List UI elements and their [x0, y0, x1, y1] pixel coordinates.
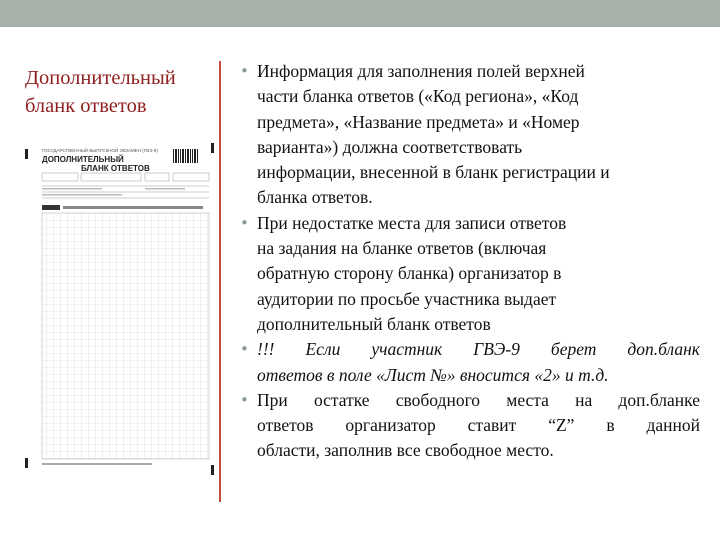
title-line-2: бланк ответов — [25, 95, 147, 117]
bullet-line: аудитории по просьбе участника выдает — [257, 288, 557, 309]
bullet-line: ответов в поле «Лист №» вносится «2» и т.д. — [257, 364, 609, 385]
answer-form-thumbnail — [25, 143, 216, 475]
form-footer-text — [42, 463, 152, 465]
slide-title — [25, 64, 210, 120]
form-header-text: ГОСУДАРСТВЕННЫЙ ВЫПУСКНОЙ ЭКЗАМЕН (ГВЭ-9) — [42, 148, 158, 153]
bullet-line: на задания на бланке ответов (включая — [257, 238, 547, 259]
vertical-divider — [219, 61, 221, 502]
barcode — [173, 149, 198, 163]
answer-grid — [42, 213, 209, 459]
title-line-1: Дополнительный — [25, 67, 176, 89]
bullet-dot: • — [240, 62, 249, 80]
bullet-line: ответов организатор ставит “Z” в данной — [257, 415, 700, 436]
form-bar — [63, 206, 203, 209]
bullet-dot: • — [240, 213, 249, 232]
bullet-line: !!! Если участник ГВЭ-9 берет доп.бланк — [257, 339, 700, 360]
bullet-line: Информация для заполнения полей верхней — [257, 61, 585, 81]
bullet-line: предмета», «Название предмета» и «Номер — [257, 111, 580, 132]
bullet-line: бланка ответов. — [257, 187, 373, 208]
bullet-line: При недостатке места для записи ответов — [257, 212, 567, 233]
bullet-item — [240, 388, 700, 464]
corner-marker — [211, 465, 214, 475]
bullet-line: При остатке свободного места на доп.бланке — [257, 389, 700, 410]
bullet-item — [240, 59, 700, 211]
bullet-dot: • — [240, 390, 249, 409]
bullet-dot: • — [240, 340, 249, 359]
bullet-line: варианта») должна соответствовать — [257, 136, 523, 157]
bullet-item — [240, 337, 700, 388]
corner-marker — [211, 143, 214, 153]
bullet-line: части бланка ответов («Код региона», «Код — [257, 86, 579, 107]
form-title-1: ДОПОЛНИТЕЛЬНЫЙ — [42, 155, 124, 164]
form-title-2: БЛАНК ОТВЕТОВ — [81, 164, 150, 173]
top-band — [0, 0, 720, 27]
form-dark-label — [42, 205, 60, 210]
corner-marker — [25, 458, 28, 468]
corner-marker — [25, 149, 28, 159]
bullet-item — [240, 211, 700, 337]
bullet-line: области, заполнив все свободное место. — [257, 440, 554, 461]
bullet-line: обратную сторону бланка) организатор в — [257, 263, 562, 284]
bullet-line: информации, внесенной в бланк регистрации и — [257, 162, 610, 183]
bullet-line: дополнительный бланк ответов — [257, 313, 491, 334]
bullet-list — [240, 59, 700, 464]
answer-form-image — [25, 143, 216, 475]
